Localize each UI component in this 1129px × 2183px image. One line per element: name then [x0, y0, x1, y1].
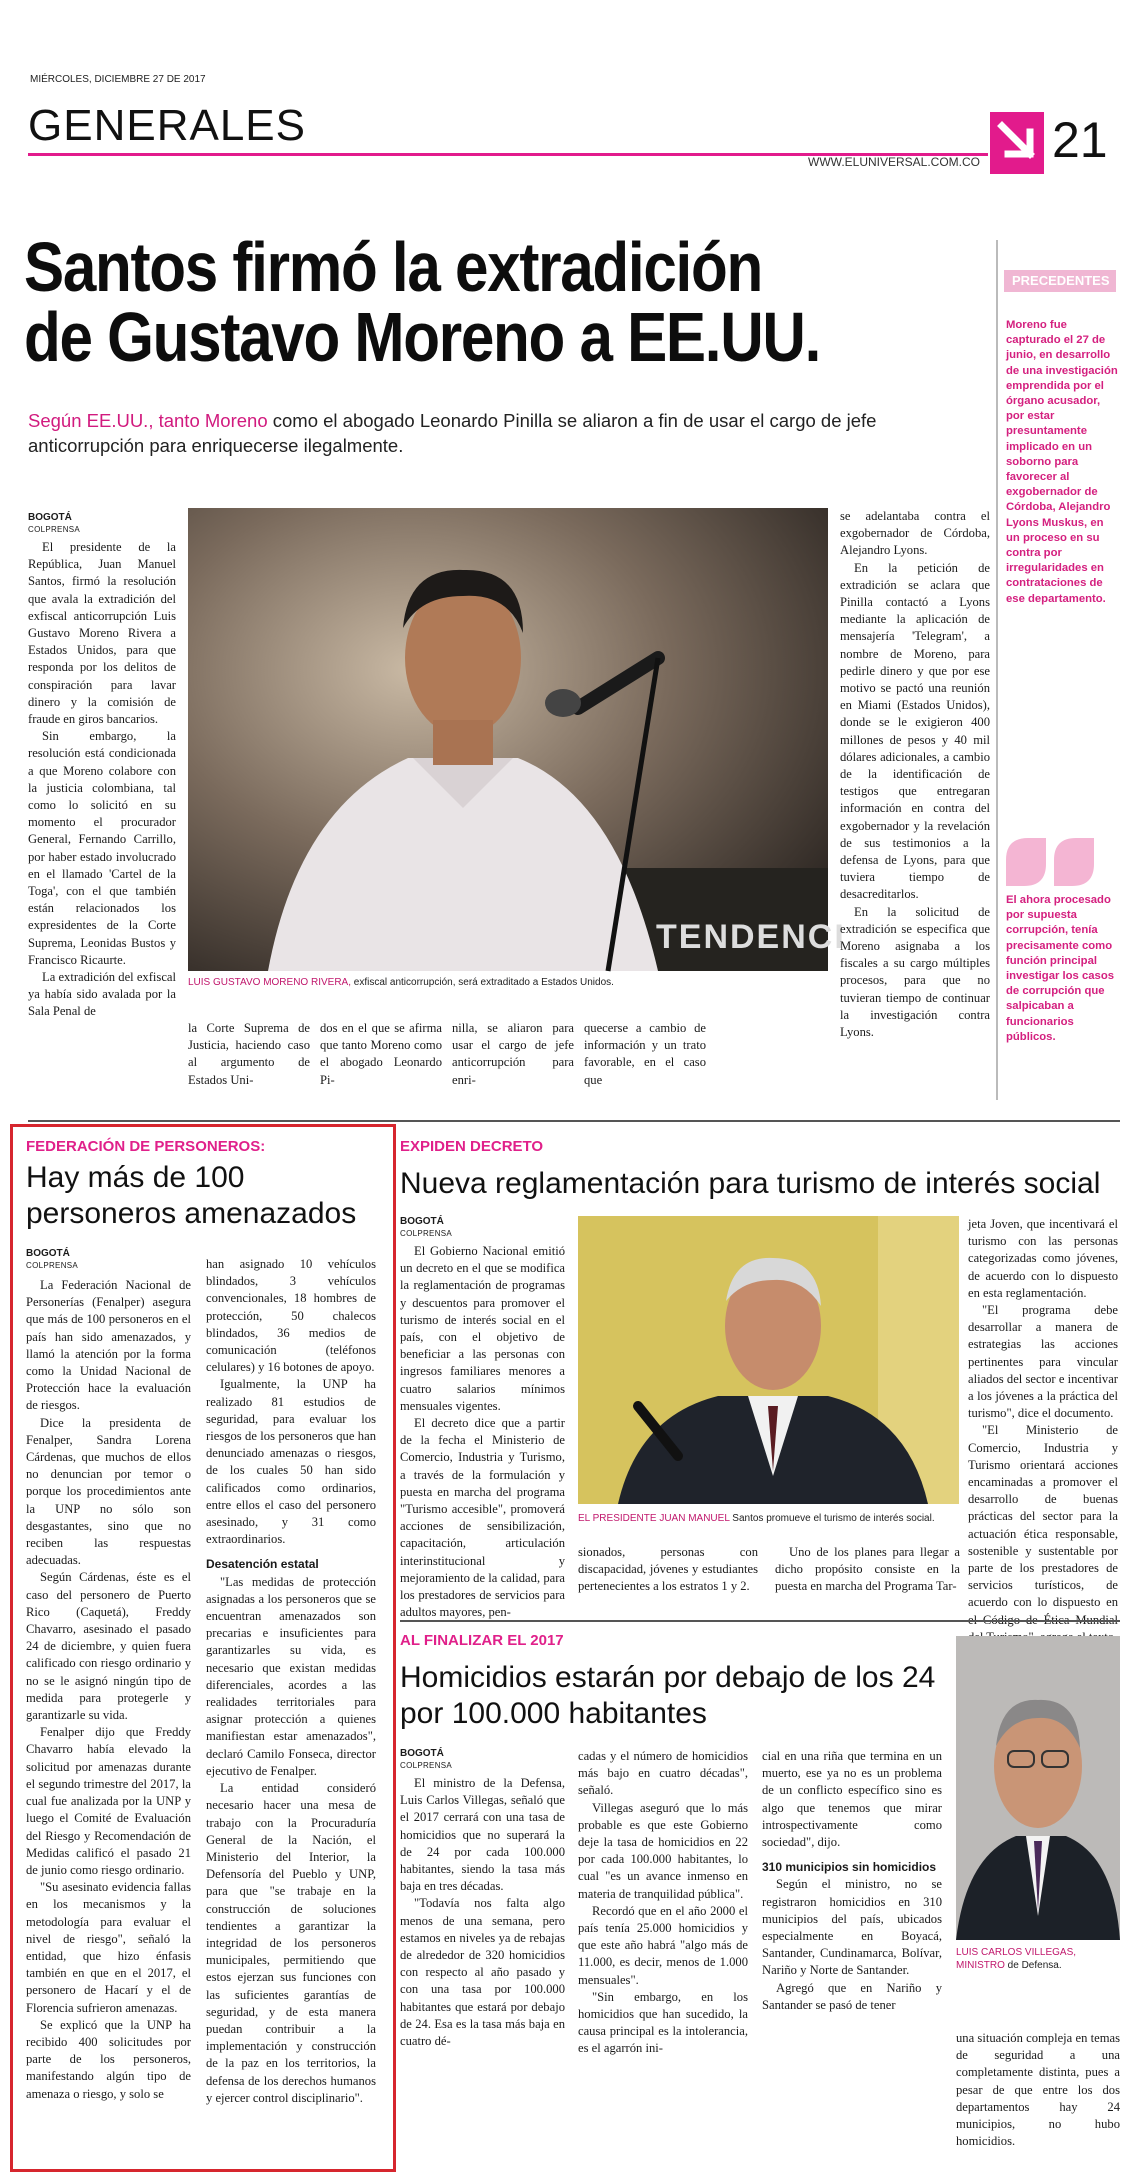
- homicidios-column-4: [956, 2030, 1120, 2170]
- turismo-photo-caption: [578, 1512, 968, 1525]
- homicidios-dateline: BOGOTÁ: [400, 1748, 444, 1759]
- pull-quote-text: El ahora procesado por supuesta corrupción, tenía precisamente como función principal investigar los casos de corrupción que salpicaban a funcionarios públicos.: [1006, 894, 1114, 1043]
- section-separator: [400, 1620, 1120, 1622]
- lead-photo-caption: [188, 976, 828, 989]
- sidebar-divider: [996, 240, 998, 1100]
- lead-paragraph: El presidente de la República, Juan Manuel Santos, firmó la resolución que avala la extradición del exfiscal anticorrupción Luis Gustavo Moreno Rivera a Estados Unidos, para que responda por los delitos de conspiración para lavar dinero y la comisión de fraude en giros bancarios.: [28, 540, 176, 727]
- homicidios-column-2: [578, 1748, 748, 2168]
- homicidios-paragraph: Según el ministro, no se registraron homicidios en 310 municipios del país, ubicados especialmente en Boyacá, Santander, Cundinamarca, Bolívar, Nariño y Norte de Santander.: [762, 1877, 942, 1978]
- lead-column-1: [28, 512, 176, 1082]
- photo-stage-text: TENDENCI: [656, 918, 846, 956]
- turismo-paragraph: Uno de los planes para llegar a dicho propósito consiste en la puesta en marcha del Programa Tar-: [775, 1545, 960, 1594]
- turismo-paragraph: El decreto dice que a partir de la fecha el Ministerio de Comercio, Industria y Turismo, a través de la formulación y puesta en marcha del programa "Turismo accesible", promoverá acciones de sensibilización, capacitación, articulación interinstitucional y mejoramiento de la calidad, para los prestadores de servicios para adultos mayores, pen-: [400, 1416, 565, 1620]
- personeros-paragraph: "Las medidas de protección asignadas a los personeros que se encuentran amenazados son precarias e insuficientes para garantizarles su vida, es necesario que existan medidas diferenciales, acordes a las realidades territoriales para asignar protección a quienes manifiestan estar amenazados", declaró Camilo Fonseca, director ejecutivo de Fenalper.: [206, 1574, 376, 1778]
- lead-dateline: BOGOTÁ: [28, 512, 72, 523]
- personeros-dateline: BOGOTÁ: [26, 1248, 70, 1259]
- homicidios-paragraph: Recordó que en el año 2000 el país tenía 25.000 homicidios y que este año habrá "algo más de 11.000, es decir, menos de 1.000 mensuales".: [578, 1903, 748, 1987]
- homicidios-headline: Homicidios estarán por debajo de los 24 por 100.000 habitantes: [400, 1661, 936, 1730]
- website-url: WWW.ELUNIVERSAL.COM.CO: [808, 155, 981, 169]
- turismo-column-3: [775, 1544, 960, 1602]
- lead-column-4: [452, 1020, 574, 1090]
- lead-deck-highlight: Según EE.UU., tanto Moreno: [28, 410, 268, 431]
- turismo-photo: [578, 1216, 959, 1504]
- caption-name: LUIS GUSTAVO MORENO RIVERA,: [188, 977, 351, 988]
- lead-headline: [24, 228, 953, 376]
- caption-text: Santos promueve el turismo de interés social.: [729, 1513, 935, 1524]
- personeros-kicker: FEDERACIÓN DE PERSONEROS:: [26, 1138, 266, 1155]
- lead-paragraph: se adelantaba contra el exgobernador de Córdoba, Alejandro Lyons.: [840, 509, 990, 558]
- lead-column-2: [188, 1020, 310, 1090]
- turismo-kicker: EXPIDEN DECRETO: [400, 1138, 544, 1155]
- precedentes-label: PRECEDENTES: [1004, 270, 1116, 292]
- personeros-headline: Hay más de 100 personeros amenazados: [26, 1161, 357, 1230]
- homicidios-column-3: [762, 1748, 942, 2168]
- homicidios-paragraph: cial en una riña que termina en un muerto, ese ya no es un problema de un conflicto específico sino es algo que tenemos que mirar introspectivamente como sociedad", dijo.: [762, 1749, 942, 1850]
- homicidios-paragraph: cadas y el número de homicidios más bajo en cuatro décadas", señaló.: [578, 1749, 748, 1798]
- lead-paragraph: Sin embargo, la resolución está condicionada a que Moreno colabore con la justicia colombiana, tal como lo solicitó en su momento el procurador General, Fernando Carrillo, por haber estado involucrado en el llamado 'Cartel de la Toga', con el que también están relacionados los expresidentes de la Corte Suprema, Leonidas Bustos y Francisco Ricaurte.: [28, 729, 176, 967]
- turismo-paragraph: "El Ministerio de Comercio, Industria y Turismo orientará acciones encaminadas a promover el desarrollo de buenas prácticas del sector para la actuación ética responsable, sostenible y sustentable por parte de los prestadores de servicios turísticos, de acuerdo con lo dispuesto en: [968, 1423, 1118, 1610]
- homicidios-paragraph: una situación compleja en temas de seguridad a una completamente distinta, pues a pesar de que entre los dos departamentos hay 24 municipios, no hubo homicidios.: [956, 2031, 1120, 2149]
- lead-paragraph: quecerse a cambio de información y un trato favorable, en el caso que: [584, 1021, 706, 1087]
- turismo-paragraph: sionados, personas con discapacidad, jóvenes y estudiantes pertenecientes a los estratos 1 y 2.: [578, 1545, 758, 1594]
- turismo-paragraph: "El programa debe desarrollar a manera de estrategias las acciones pertinentes para vincular aliados del sector e incentivar a los jóvenes a la práctica del turismo", dice el documento.: [968, 1303, 1118, 1421]
- homicidios-paragraph: "Sin embargo, en los homicidios que han sucedido, la causa principal es la intolerancia, es el agarrón ini-: [578, 1989, 748, 2056]
- quote-icon: [1006, 838, 1098, 886]
- homicidios-subhead: 310 municipios sin homicidios: [762, 1860, 937, 1875]
- lead-column-5: [584, 1020, 706, 1090]
- homicidios-photo: [956, 1636, 1120, 1940]
- personeros-subhead: Desatención estatal: [206, 1557, 319, 1572]
- personeros-paragraph: han asignado 10 vehículos blindados, 3 vehículos convencionales, 18 hombres de protección, 50 chalecos blindados, 36 medios de comunicación (teléfonos celulares) y 16 botones de apoyo.: [206, 1257, 376, 1375]
- turismo-agency: COLPRENSA: [400, 1229, 453, 1238]
- homicidios-paragraph: Villegas aseguró que lo más probable es que este Gobierno deje la tasa de homicidios en 22 por cada 100.000 habitantes, lo cual "es un avance inmenso en materia de tranquilidad pública".: [578, 1800, 748, 1901]
- lead-paragraph: La extradición del exfiscal ya había sido avalada por la Sala Penal de: [28, 970, 176, 1019]
- homicidios-kicker: AL FINALIZAR EL 2017: [400, 1632, 564, 1649]
- personeros-paragraph: Igualmente, la UNP ha realizado 81 estudios de seguridad, para evaluar los riesgos de los personeros que han denunciado amenazas o riesgos, de los cuales 50 han sido calificados como ordinarios, entre ellos el caso del personero asesinado, y 31 como extraordinarios.: [206, 1377, 376, 1547]
- section-separator: [28, 1120, 1120, 1122]
- personeros-column-2: [206, 1256, 376, 2166]
- homicidios-column-1: [400, 1748, 565, 2168]
- homicidios-paragraph: El ministro de la Defensa, Luis Carlos Villegas, señaló que el 2017 cerrará con una tasa de homicidios que no superará la de 24 por cada 100.000 habitantes, siendo la tasa más baja en tres décadas.: [400, 1776, 565, 1894]
- turismo-column-1: [400, 1216, 565, 1620]
- homicidios-paragraph: "Todavía nos falta algo menos de una semana, pero estamos en niveles ya de rebajas de alrededor de 320 homicidios con respecto al año pasado y con una tasa por 100.000 habitantes que estará por debajo de 24. Esa es la tasa más baja en cuatro dé-: [400, 1896, 565, 2049]
- section-title: GENERALES: [28, 101, 306, 150]
- turismo-dateline: BOGOTÁ: [400, 1216, 444, 1227]
- lead-paragraph: la Corte Suprema de Justicia, haciendo caso al argumento de Estados Uni-: [188, 1021, 310, 1087]
- personeros-paragraph: La Federación Nacional de Personerías (Fenalper) asegura que más de 100 personeros en el país han sido amenazados, y llamó la atención por la forma como la Unidad Nacional de Protección hace la evaluación de riesgos.: [26, 1278, 191, 1413]
- homicidios-paragraph: Agregó que en Nariño y Santander se pasó de tener: [762, 1980, 942, 2012]
- personeros-agency: COLPRENSA: [26, 1261, 79, 1270]
- caption-text: de Defensa.: [1004, 1960, 1062, 1971]
- lead-headline-line1: Santos firmó la extradición: [24, 228, 762, 306]
- caption-text: exfiscal anticorrupción, será extraditado a Estados Unidos.: [351, 977, 614, 988]
- lead-photo: [188, 508, 846, 971]
- turismo-column-2: [578, 1544, 758, 1602]
- turismo-headline: Nueva reglamentación para turismo de interés social: [400, 1167, 1101, 1200]
- personeros-paragraph: Según Cárdenas, éste es el caso del personero de Puerto Rico (Caquetá), Freddy Chavarro, asesinado el pasado 24 de diciembre, y quien fuera calificado con riesgo ordinario y no se le asignó ningún tipo de medida para protegerle y garantizarle su vida.: [26, 1570, 191, 1723]
- lead-column-6: [840, 508, 990, 1093]
- lead-paragraph: nilla, se aliaron para usar el cargo de jefe anticorrupción para enri-: [452, 1021, 574, 1087]
- lead-paragraph: En la solicitud de extradición se especifica que Moreno asignaba a los fiscales a su cargo múltiples procesos, para que no tuvieran tiempo de continuar la investigación contra Lyons.: [840, 904, 990, 1040]
- homicidios-agency: COLPRENSA: [400, 1761, 453, 1770]
- lead-headline-line2: de Gustavo Moreno a EE.UU.: [24, 298, 821, 376]
- arrow-down-right-icon: [990, 112, 1044, 174]
- personeros-paragraph: Se explicó que la UNP ha recibido 400 solicitudes por parte de los personeros, manifestando algún tipo de amenaza o riesgo, y solo se: [26, 2017, 191, 2101]
- personeros-paragraph: La entidad consideró necesario hacer una mesa de trabajo con la Procuraduría General de la Nación, el Ministerio del Interior, la Defensoría del Pueblo y UNP, para que "se trabaje en la construcción de soluciones tendientes a garantizar la integridad de los personeros municipales, permitiendo que estos ejerzan sus funciones con las suficientes garantías de seguridad, y de esta manera puedan contribuir a la implementación y construcción de la paz en los territorios, la defensa de los derechos humanos y ejercer control disciplinario".: [206, 1781, 376, 2105]
- lead-column-3: [320, 1020, 442, 1090]
- personeros-paragraph: "Su asesinato evidencia fallas en los mecanismos y la metodología para evaluar el nivel de riesgo", señaló la entidad, que hizo énfasis también en que en el 2017, el personero de Hacarí y el de Florencia sufrieron amenazas.: [26, 1880, 191, 2015]
- lead-paragraph: En la petición de extradición se aclara que Pinilla contactó a Lyons mediante la aplicación de mensajería 'Telegram', a nombre de Moreno, para pedirle dinero y que por ese motivo se pactó una reunión en Miami (Estados Unidos), donde se le exigieron 400 millones de pesos y 40 mil dólares adicionales, a cambio de la identificación de testigos que entregaran información en contra del exgobernador y la revelación de sus testimonios a la defensa de Lyons, para que tuviera tiempo de desacreditarlos.: [840, 560, 990, 902]
- lead-paragraph: dos en el que se afirma que tanto Moreno como el abogado Leonardo Pi-: [320, 1021, 442, 1087]
- caption-name: LUIS CARLOS VILLEGAS, MINISTRO: [956, 1947, 1077, 1971]
- personeros-paragraph: Fenalper dijo que Freddy Chavarro había elevado la solicitud por amenazas durante el segundo trimestre del 2017, la cual fue analizada por la UNP y luego el Comité de Evaluación del Riesgo y Recomendación de Medidas calificó el pasado 21 de junio como riesgo ordinario.: [26, 1725, 191, 1877]
- header-date: MIÉRCOLES, DICIEMBRE 27 DE 2017: [30, 74, 206, 85]
- lead-deck: [28, 408, 993, 458]
- turismo-column-4: [968, 1216, 1118, 1610]
- page-number: 21: [1052, 112, 1108, 168]
- homicidios-photo-caption: [956, 1946, 1120, 1972]
- turismo-paragraph: El Gobierno Nacional emitió un decreto en el que se modifica la reglamentación de programas y descuentos para promover el turismo de interés social en el país, con el objetivo de beneficiar a las personas con ingresos familiares menores a cuatro salarios mínimos mensuales vigentes.: [400, 1244, 565, 1413]
- personeros-column-1: [26, 1248, 191, 2168]
- lead-agency: COLPRENSA: [28, 525, 81, 534]
- turismo-paragraph: jeta Joven, que incentivará el turismo con las personas categorizadas como jóvenes, de acuerdo con lo dispuesto en esta reglamentación.: [968, 1217, 1118, 1300]
- caption-name: EL PRESIDENTE JUAN MANUEL: [578, 1513, 730, 1524]
- personeros-paragraph: Dice la presidenta de Fenalper, Sandra Lorena Cárdenas, que muchos de ellos no denuncian por temor o porque los procedimientos ante la UNP no sólo son desgastantes, sino que no reciben las respuestas adecuadas.: [26, 1415, 191, 1568]
- lead-deck-text: como el abogado Leonardo Pinilla se aliaron a fin de usar el cargo de jefe anticorrupción para enriquecerse ilegalmente.: [28, 410, 877, 456]
- precedentes-text: Moreno fue capturado el 27 de junio, en desarrollo de una investigación emprendida por el órgano acusador, por estar presuntamente implicado en un soborno para favorecer al exgobernador de Córdoba, Alejandro Lyons Muskus, en un proceso en su contra por irregularidades en contrataciones de ese departamento.: [1006, 319, 1118, 605]
